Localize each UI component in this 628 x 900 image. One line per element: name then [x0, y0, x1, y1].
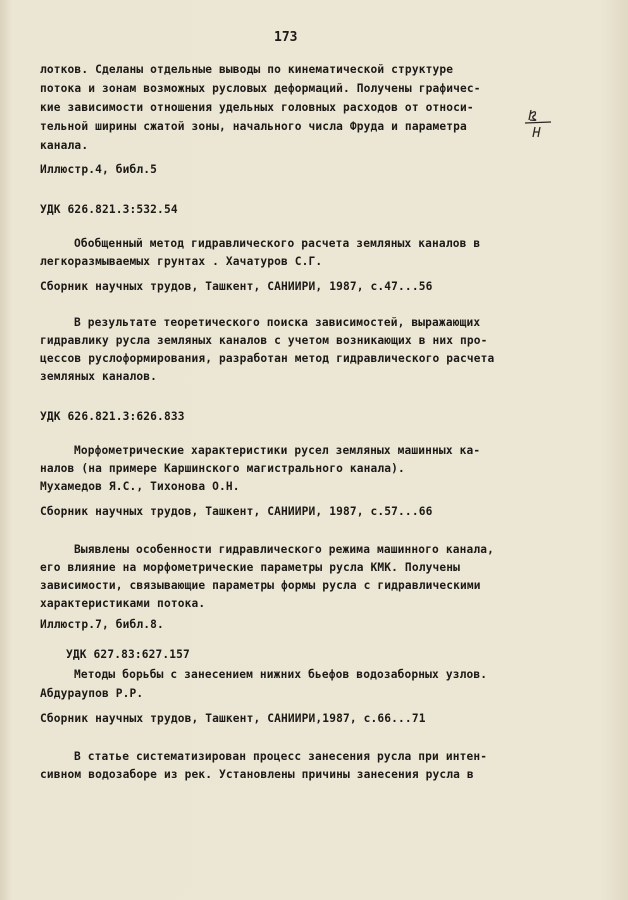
authors: Мухамедов Я.С., Тихонова О.Н. — [40, 480, 240, 493]
text-line: характеристиками потока. — [40, 597, 206, 610]
text-line: гидравлику русла земляных каналов с учетом возникающих в них про- — [40, 334, 488, 347]
text-line: потока и зонам возможных русловых деформаций. Получены графичес- — [40, 82, 481, 95]
text-line: В статье систематизирован процесс занесения русла при интен- — [74, 750, 488, 763]
text-line: кие зависимости отношения удельных головных расходов от относи- — [40, 101, 474, 114]
article-title: легкоразмываемых грунтах . Хачатуров С.Г. — [40, 255, 323, 268]
illustrations-note: Иллюстр.4, библ.5 — [40, 163, 158, 176]
udk-code: УДК 627.83:627.157 — [66, 648, 190, 661]
article-title: налов (на примере Каршинского магистрального канала). — [40, 462, 405, 475]
text-line: цессов руслоформирования, разработан метод гидравлического расчета — [40, 352, 495, 365]
text-line: В результате теоретического поиска зависимостей, выражающих — [74, 316, 481, 329]
page-number: 173 — [274, 30, 298, 45]
source-reference: Сборник научных трудов, Ташкент, САНИИРИ, 1987, с.57...66 — [40, 505, 433, 518]
text-line: его влияние на морфометрические параметры русла КМК. Получены — [40, 561, 461, 574]
article-title: Методы борьбы с занесением нижних бьефов водозаборных узлов. — [74, 668, 488, 681]
text-line: сивном водозаборе из рек. Установлены причины занесения русла в — [40, 768, 474, 781]
handwritten-formula-note — [525, 106, 551, 140]
text-line: лотков. Сделаны отдельные выводы по кинематической структуре — [40, 63, 454, 76]
article-title: Обобщенный метод гидравлического расчета земляных каналов в — [74, 237, 481, 250]
text-line: земляных каналов. — [40, 370, 158, 383]
illustrations-note: Иллюстр.7, библ.8. — [40, 618, 164, 631]
udk-code: УДК 626.821.3:532.54 — [40, 203, 178, 216]
text-line: тельной ширины сжатой зоны, начального числа Фруда и параметра — [40, 120, 467, 133]
source-reference: Сборник научных трудов, Ташкент, САНИИРИ, 1987, с.47...56 — [40, 280, 433, 293]
udk-code: УДК 626.821.3:626.833 — [40, 410, 185, 423]
text-line: зависимости, связывающие параметры формы русла с гидравлическими — [40, 579, 481, 592]
text-line: Выявлены особенности гидравлического режима машинного канала, — [74, 543, 495, 556]
authors: Абдураупов Р.Р. — [40, 687, 144, 700]
article-title: Морфометрические характеристики русел земляных машинных ка- — [74, 444, 481, 457]
text-line: канала. — [40, 139, 89, 152]
source-reference: Сборник научных трудов, Ташкент, САНИИРИ,1987, с.66...71 — [40, 712, 426, 725]
